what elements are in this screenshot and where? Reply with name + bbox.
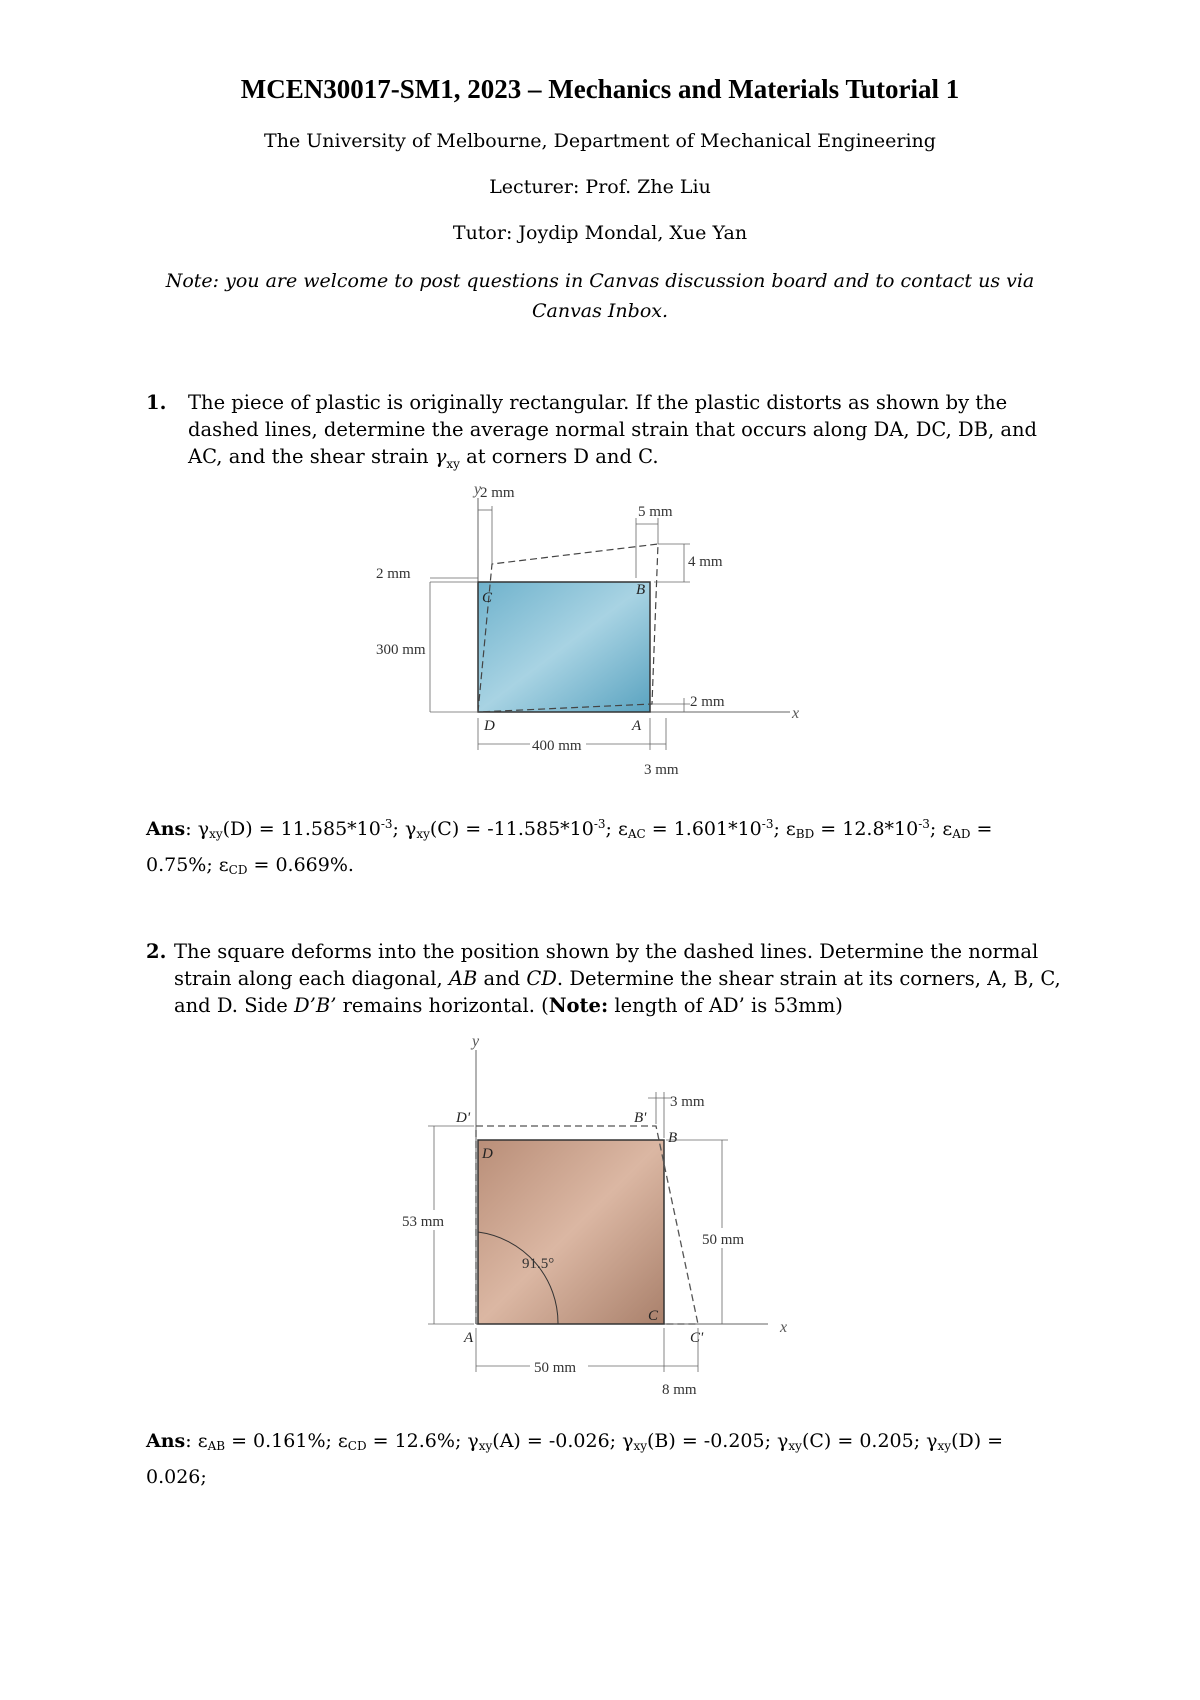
answer-1-line-2: 0.75%; $\varepsilon_{CD} = 0.669\%$. [146,854,354,877]
angle-label: 91.5° [522,1256,555,1272]
question-1-line-1: The piece of plastic is originally rectangular. If the plastic distorts as shown by the [188,391,1008,414]
note-line-1: Note: you are welcome to post questions in Canvas discussion board and to contact us via [165,270,1035,292]
dim-8mm: 8 mm [662,1382,697,1398]
label-A: A [632,718,642,734]
dim-3mm: 3 mm [644,762,679,778]
y-axis-label: y [474,481,482,498]
dim-4mm: 4 mm [688,554,723,570]
label-D: D [482,1146,493,1162]
answer-1-line-1: Ans: $\gamma_{xy}(D) = 11.585*10^{-3}$; $\gamma_{xy}(C) = -11.585*10^{-3}$; $\varepsilon_{AC} = 1.601*10^{-3}$; $\varepsilon_{BD} = 12.8*10^{-3}$; $\varepsilon_{AD}$ = [146,817,993,841]
dim-5mm: 5 mm [638,504,673,520]
question-2-line-3: and D. Side D’B’ remains horizontal. (Note: length of AD’ is 53mm) [174,994,843,1017]
label-Dp: D' [456,1110,471,1126]
label-B: B [636,582,646,598]
x-axis-label: x [780,1319,788,1336]
gamma-symbol: γ [434,445,447,468]
label-Cp: C' [690,1330,704,1346]
answer-2-line-2: 0.026; [146,1466,207,1488]
label-C: C [482,590,493,606]
original-rectangle [478,582,650,712]
note-paragraph [0,266,1200,326]
dim-3mm: 3 mm [670,1094,705,1110]
label-B: B [668,1130,678,1146]
question-1-number: 1. [146,391,167,414]
question-2-line-1: The square deforms into the position shown by the dashed lines. Determine the normal [174,940,1039,963]
y-axis-label: y [472,1033,480,1050]
question-2 [146,938,1066,1028]
question-1 [146,389,1066,479]
label-D: D [484,718,495,734]
label-C: C [648,1308,659,1324]
dim-50mm-right: 50 mm [702,1232,745,1248]
dim-2mm-right: 2 mm [690,694,725,710]
dim-53mm: 53 mm [402,1214,445,1230]
dim-2mm-top: 2 mm [480,485,515,501]
dim-2mm-left: 2 mm [376,566,411,582]
figure-1-plastic-rectangle [376,478,830,808]
question-2-line-2: strain along each diagonal, AB and CD. Determine the shear strain at its corners, A, B, C, [174,967,1061,990]
original-square [478,1140,664,1324]
question-2-text [174,938,1074,1019]
question-1-line-3: AC, and the shear strain $\gamma_{xy}$ at corners D and C. [188,445,659,471]
dim-300mm: 300 mm [376,642,426,658]
question-2-number: 2. [146,940,167,963]
label-Bp: B' [634,1110,647,1126]
figure-2-deformed-square [398,1032,808,1402]
answer-1 [146,809,1066,886]
dim-50mm-bottom: 50 mm [534,1360,577,1376]
dim-400mm: 400 mm [532,738,582,754]
tutor-line: Tutor: Joydip Mondal, Xue Yan [452,222,748,244]
question-1-text [188,389,1068,478]
x-axis-label: x [792,705,800,722]
question-1-line-2: dashed lines, determine the average normal strain that occurs along DA, DC, DB, and [188,418,1038,441]
lecturer-line: Lecturer: Prof. Zhe Liu [489,176,711,198]
answer-2-line-1: Ans: $\varepsilon_{AB} = 0.161\%$; $\varepsilon_{CD} = 12.6\%$; $\gamma_{xy}(A) = -0.026$; $\gamma_{xy}(B) = -0.205$; $\gamma_{xy}(C) = 0.205$; $\gamma_{xy}(D)$ = [146,1430,1004,1453]
document-title: MCEN30017-SM1, 2023 – Mechanics and Materials Tutorial 1 [240,74,960,104]
label-A: A [464,1330,474,1346]
university-line: The University of Melbourne, Department of Mechanical Engineering [264,130,936,152]
answer-2 [146,1426,1066,1493]
note-line-2: Canvas Inbox. [531,300,669,322]
